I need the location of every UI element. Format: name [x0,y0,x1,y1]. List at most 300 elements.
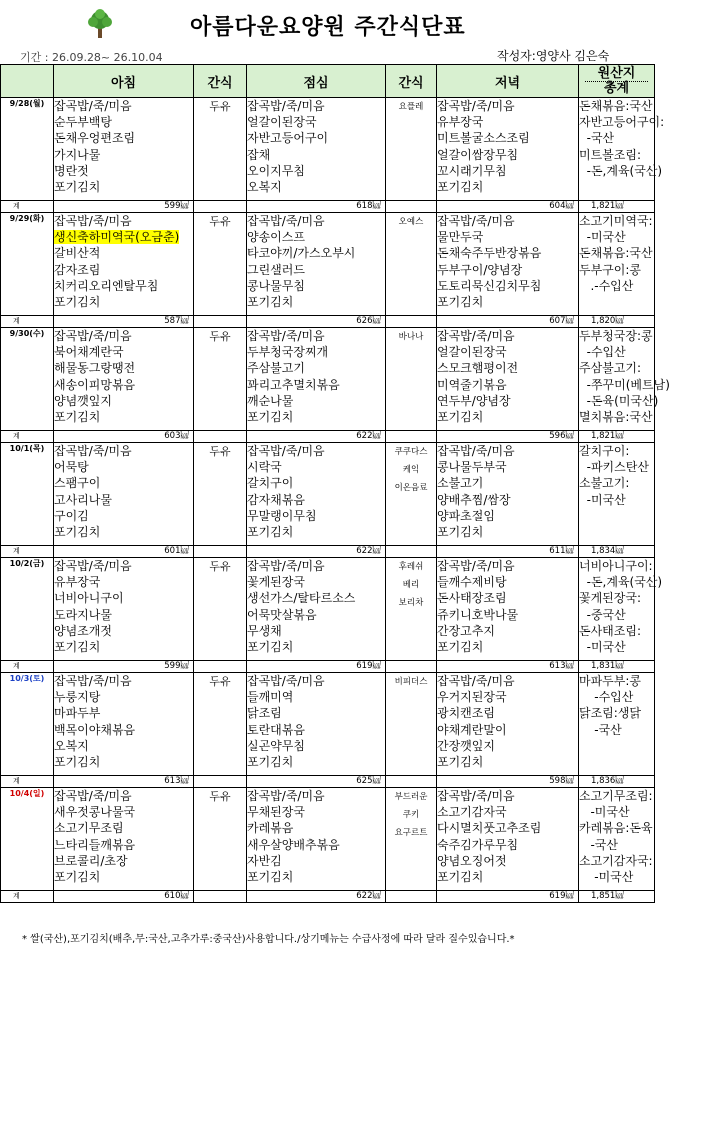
kcal-lunch: 618㎉ [247,201,386,213]
menu-item [579,804,654,820]
menu-item-text: 명란젓 [54,163,89,178]
dinner-cell [437,328,579,431]
menu-item-text: 꽈리고추멸치볶음 [247,377,340,392]
menu-item-text: 도라지나물 [54,607,112,622]
menu-item-text: 얼갈이된장국 [247,115,317,130]
kcal-empty [386,546,437,558]
menu-item-text: 양파초절임 [437,508,495,523]
menu-item-text: 다시멸치풋고추조림 [437,821,542,836]
menu-item [437,475,578,491]
kcal-breakfast: 613㎉ [54,776,194,788]
menu-item-text: 야채계란말이 [437,722,507,737]
menu-item-text: 닭조림:생닭 [579,706,642,721]
menu-table [0,64,670,903]
menu-item-text: 너비아니구이: [579,559,653,573]
menu-item [437,179,578,195]
menu-item [54,163,193,179]
footer-note: * 쌀(국산),포기김치(배추,무:국산,고추가루:중국산)사용합니다./상기메뉴는 수급사정에 따라 달라 질수있습니다.* [22,934,515,945]
day-label: 10/4(일) [1,788,54,891]
menu-item-text: .-수입산 [579,278,634,293]
kcal-empty [194,661,247,673]
kcal-row [1,316,655,328]
menu-item [437,590,578,606]
day-row [1,213,655,316]
menu-item [579,623,654,639]
menu-item [247,837,385,853]
menu-item-text: 자반고등어구이: [579,115,665,130]
menu-item [54,738,193,754]
menu-item-text: 포기김치 [54,524,101,539]
menu-item-text: 포기김치 [54,294,101,309]
menu-item-text: 소불고기: [579,476,630,491]
origin-header [579,65,655,98]
day-label: 10/2(금) [1,558,54,661]
menu-item-text: 포기김치 [54,869,101,884]
menu-item-text: 포기김치 [247,869,294,884]
menu-item [437,262,578,278]
menu-item-text: 잡곡밥/죽/미음 [247,674,325,688]
menu-item [437,459,578,475]
menu-item-text: 소고기무조림: [579,789,653,803]
kcal-breakfast: 587㎉ [54,316,194,328]
menu-item [54,705,193,721]
menu-item-text: -미국산 [579,869,634,884]
menu-item-text: 꽃게된장국 [247,575,305,590]
menu-item [54,623,193,639]
menu-item [579,328,654,344]
menu-item-text: 간장고추지 [437,623,495,638]
menu-item [54,788,193,804]
menu-item-text: 주삼불고기 [247,361,305,376]
kcal-breakfast: 599㎉ [54,661,194,673]
menu-item-text: -미국산 [579,230,626,245]
snack-am-cell: 두유 [194,213,247,316]
kcal-lunch: 622㎉ [247,546,386,558]
menu-item-text: 주삼불고기: [579,361,642,376]
kcal-lunch: 626㎉ [247,316,386,328]
menu-item-text: 잡곡밥/죽/미음 [247,789,325,803]
menu-item [54,869,193,885]
menu-item [54,344,193,360]
menu-item-text: 잡곡밥/죽/미음 [437,559,515,573]
menu-item [579,524,654,540]
kcal-total: 1,821㎉ [579,431,655,443]
menu-item-text: 새우젓콩나물국 [54,805,136,820]
menu-item-text: 잡곡밥/죽/미음 [54,674,132,688]
kcal-empty [194,776,247,788]
menu-item [54,492,193,508]
menu-item [54,278,193,294]
kcal-row [1,661,655,673]
menu-item [247,262,385,278]
menu-item-text: 느타리들깨볶음 [54,837,136,852]
menu-item [579,360,654,376]
day-label: 9/29(화) [1,213,54,316]
menu-item-text: 미트볼굴소스조림 [437,131,530,146]
kcal-label: 계 [1,546,54,558]
kcal-total: 1,820㎉ [579,316,655,328]
menu-item [579,869,654,885]
menu-item [247,475,385,491]
menu-item-text: -중국산 [579,607,626,622]
menu-item-text: 어묵탕 [54,460,89,475]
menu-item [54,754,193,770]
menu-item [247,294,385,310]
menu-item-text: 생선가스/탈타르소스 [247,591,356,606]
menu-item [579,409,654,425]
menu-item [579,722,654,738]
menu-item-text: 가지나물 [54,147,101,162]
origin-cell [579,213,655,316]
origin-cell [579,558,663,661]
menu-item [579,229,654,245]
menu-item-text: 오이지무침 [247,163,305,178]
snack-item: 베리 [402,580,420,590]
menu-item-text: 얼갈이된장국 [437,345,507,360]
snack-item: 바나나 [398,332,424,342]
menu-item [247,574,385,590]
menu-item-text: 쥬키니호박나물 [437,607,519,622]
menu-item-text: 소고기감자국 [437,805,507,820]
snack-pm-cell [386,213,437,316]
menu-item [579,98,654,114]
menu-item [54,443,193,459]
menu-item [437,820,578,836]
menu-item [247,788,385,804]
menu-item-text: 양념오징어젓 [437,853,507,868]
menu-item-text: 깨순나물 [247,393,294,408]
kcal-empty [194,431,247,443]
menu-item [437,558,578,574]
menu-item [579,788,654,804]
day-row [1,788,655,891]
dinner-cell [437,443,579,546]
dinner-header: 저녁 [437,65,579,98]
kcal-empty [194,201,247,213]
snack-item: 요구르트 [394,828,428,838]
menu-item [579,393,659,409]
day-row [1,328,655,431]
menu-item-text: 포기김치 [54,639,101,654]
menu-item [54,475,193,491]
kcal-breakfast: 610㎉ [54,891,194,903]
menu-item-text: 꽃게된장국: [579,591,642,606]
snack-item: 부드러운 [394,792,428,802]
snack-item: 쿠키 [402,810,420,820]
menu-item [437,360,578,376]
snack-item: 요플레 [398,102,424,112]
menu-item [54,574,193,590]
menu-item-text: -국산 [579,131,615,146]
menu-item [437,114,578,130]
kcal-dinner: 613㎉ [437,661,579,673]
menu-item [54,262,193,278]
menu-item-text: 포기김치 [437,869,484,884]
menu-item [437,623,578,639]
menu-item [437,869,578,885]
menu-item [247,607,385,623]
menu-item-text: 잡곡밥/죽/미음 [247,214,325,228]
breakfast-cell [54,558,194,661]
menu-item [247,754,385,770]
menu-item [579,114,665,130]
lunch-cell [247,98,386,201]
kcal-row [1,201,655,213]
menu-item [579,689,654,705]
menu-item-text: 포기김치 [247,524,294,539]
menu-item [579,558,654,574]
menu-item [54,804,193,820]
menu-item [579,492,654,508]
menu-item [54,590,193,606]
menu-item [247,590,385,606]
menu-item [437,393,578,409]
period-label: 기간 : 26.09.28~ 26.10.04 [20,51,163,64]
menu-item-text: -국산 [579,837,618,852]
menu-item-text: 북어채계란국 [54,345,124,360]
menu-item-text: 두부구이/양념장 [437,262,523,277]
breakfast-header: 아침 [54,65,194,98]
menu-item-text: 새우살양배추볶음 [247,837,340,852]
snack-item: 비피더스 [394,677,428,687]
kcal-row [1,776,655,788]
menu-item [247,492,385,508]
menu-item-text: 잡곡밥/죽/미음 [437,444,515,458]
menu-item-text: 실곤약무침 [247,738,305,753]
menu-item-text: 갈비산적 [54,246,101,261]
menu-item-text: 유부장국 [437,115,484,130]
menu-item [54,328,193,344]
menu-item-text: -돈육(미국산) [579,393,659,408]
menu-item-text: 돈채볶음:국산 [579,246,653,261]
breakfast-cell [54,213,194,316]
snack-pm-cell [386,98,437,201]
menu-item-text: 돈사태장조림 [437,591,507,606]
menu-item [579,738,654,754]
menu-item-text: 잡곡밥/죽/미음 [54,329,132,343]
menu-item [247,360,385,376]
menu-item [437,377,578,393]
menu-item-text: 잡곡밥/죽/미음 [437,99,515,113]
menu-item [247,130,385,146]
menu-item [437,607,578,623]
menu-item-text: 무말랭이무침 [247,508,317,523]
snack-item: 케익 [402,465,420,475]
kcal-dinner: 596㎉ [437,431,579,443]
menu-item-text: 자반김 [247,853,282,868]
menu-item [437,492,578,508]
menu-item-text: 해물동그랑땡전 [54,361,136,376]
menu-item-text: 들깨미역 [247,690,294,705]
menu-item-text: 포기김치 [247,639,294,654]
dinner-cell [437,558,579,661]
menu-item [437,788,578,804]
origin-cell [579,443,655,546]
menu-item [579,590,654,606]
menu-item-text: 오복지 [247,179,282,194]
menu-item-text: 잡곡밥/죽/미음 [247,329,325,343]
menu-item [437,409,578,425]
header [0,0,716,64]
menu-item-text: 감자채볶음 [247,492,305,507]
lunch-cell [247,213,386,316]
breakfast-cell [54,98,194,201]
menu-item-text: 닭조림 [247,706,282,721]
header-row [1,65,655,98]
menu-item [437,147,578,163]
menu-item [247,689,385,705]
menu-item [579,673,654,689]
kcal-total: 1,821㎉ [579,201,655,213]
menu-item-text: 스모크햄평이전 [437,361,519,376]
menu-item [54,294,193,310]
snack-item: 이온음료 [394,483,428,493]
menu-item [579,705,654,721]
menu-item [247,508,385,524]
menu-item [579,344,654,360]
menu-item-text: 도토리묵신김치무침 [437,278,542,293]
menu-item [437,738,578,754]
menu-item-text: 자반고등어구이 [247,131,329,146]
menu-item-text: 어묵맛살볶음 [247,607,317,622]
page-title: 아름다운요양원 주간식단표 [190,15,466,40]
day-label: 10/3(토) [1,673,54,776]
snack-item: 보리차 [398,598,424,608]
kcal-breakfast: 599㎉ [54,201,194,213]
menu-item-text: 백목이야채볶음 [54,722,136,737]
snack-pm-cell [386,788,437,891]
menu-item-text: 잡채 [247,147,271,162]
menu-item [54,245,193,261]
kcal-row [1,546,655,558]
menu-item [247,98,385,114]
menu-item [579,853,654,869]
menu-item-text: 브로콜리/초장 [54,853,128,868]
menu-item [247,328,385,344]
kcal-row [1,431,655,443]
menu-item [247,278,385,294]
menu-item [437,574,578,590]
day-label: 9/30(수) [1,328,54,431]
menu-body [1,98,670,903]
menu-item-text: 무생채 [247,623,282,638]
menu-item [247,229,385,245]
menu-item [54,377,193,393]
menu-item [437,213,578,229]
menu-item [54,147,193,163]
menu-item [437,294,578,310]
menu-item-text: 마파두부 [54,706,101,721]
menu-item [437,245,578,261]
menu-item-text: -쭈꾸미(베트남) [579,377,670,392]
snack-pm-cell [386,443,437,546]
menu-item-text: 들깨수제비탕 [437,575,507,590]
menu-item [437,443,578,459]
snack-am-header: 간식 [194,65,247,98]
menu-item [579,574,663,590]
menu-item-text: 잡곡밥/죽/미음 [247,99,325,113]
menu-item [54,673,193,689]
menu-item-text: 포기김치 [437,524,484,539]
menu-item-text: 광치캔조림 [437,706,495,721]
menu-item-text: 미역줄기볶음 [437,377,507,392]
menu-item-text: 순두부백탕 [54,115,112,130]
menu-item [54,213,193,229]
kcal-label: 계 [1,891,54,903]
menu-item-text: 포기김치 [437,639,484,654]
menu-item [247,738,385,754]
menu-item [247,623,385,639]
menu-item-text: 양념깻잎지 [54,393,112,408]
menu-item-text: 스팸구이 [54,476,101,491]
kcal-empty [386,891,437,903]
kcal-dinner: 607㎉ [437,316,579,328]
menu-item-text: 잡곡밥/죽/미음 [54,559,132,573]
lunch-cell [247,788,386,891]
menu-item [437,163,578,179]
menu-item [54,639,193,655]
snack-pm-cell [386,558,437,661]
menu-item [54,393,193,409]
snack-am-cell: 두유 [194,443,247,546]
kcal-label: 계 [1,316,54,328]
snack-am-cell: 두유 [194,98,247,201]
menu-item-text: 잡곡밥/죽/미음 [437,329,515,343]
menu-item [54,837,193,853]
menu-item-text: 무채된장국 [247,805,305,820]
menu-item [247,147,385,163]
kcal-dinner: 604㎉ [437,201,579,213]
origin-cell [579,788,655,891]
menu-item-text: 두부청국장찌개 [247,345,329,360]
menu-item [579,262,654,278]
kcal-lunch: 622㎉ [247,431,386,443]
menu-item-text: 간장깻잎지 [437,738,495,753]
menu-item-text: 잡곡밥/죽/미음 [54,99,132,113]
menu-item-text: 두부구이:콩 [579,262,642,277]
breakfast-cell [54,788,194,891]
menu-item [437,853,578,869]
menu-item-text: 돈채숙주두반장볶음 [437,246,542,261]
menu-item-text: 콩나물무침 [247,278,305,293]
menu-item [247,673,385,689]
menu-item-text: 누룽지탕 [54,690,101,705]
kcal-label: 계 [1,431,54,443]
menu-item [437,344,578,360]
day-label: 10/1(목) [1,443,54,546]
snack-am-cell: 두유 [194,328,247,431]
menu-item [437,673,578,689]
origin-header-top: 원산지 [585,67,648,82]
menu-item-text: 구이김 [54,508,89,523]
menu-item-text: 소고기미역국: [579,214,653,228]
menu-item [437,804,578,820]
kcal-dinner: 619㎉ [437,891,579,903]
menu-item-text: 물만두국 [437,230,484,245]
menu-item-text: 새송이피망볶음 [54,377,136,392]
menu-item-text: 우거지된장국 [437,690,507,705]
menu-item-text: 돈채우엉편조림 [54,131,136,146]
menu-item [54,229,193,245]
menu-item-text: 포기김치 [54,754,101,769]
snack-item: 후레쉬 [398,562,424,572]
menu-item [579,508,654,524]
menu-item-text: 잡곡밥/죽/미음 [437,214,515,228]
menu-item-text: 갈치구이 [247,476,294,491]
kcal-empty [386,776,437,788]
kcal-empty [194,546,247,558]
menu-item [437,328,578,344]
